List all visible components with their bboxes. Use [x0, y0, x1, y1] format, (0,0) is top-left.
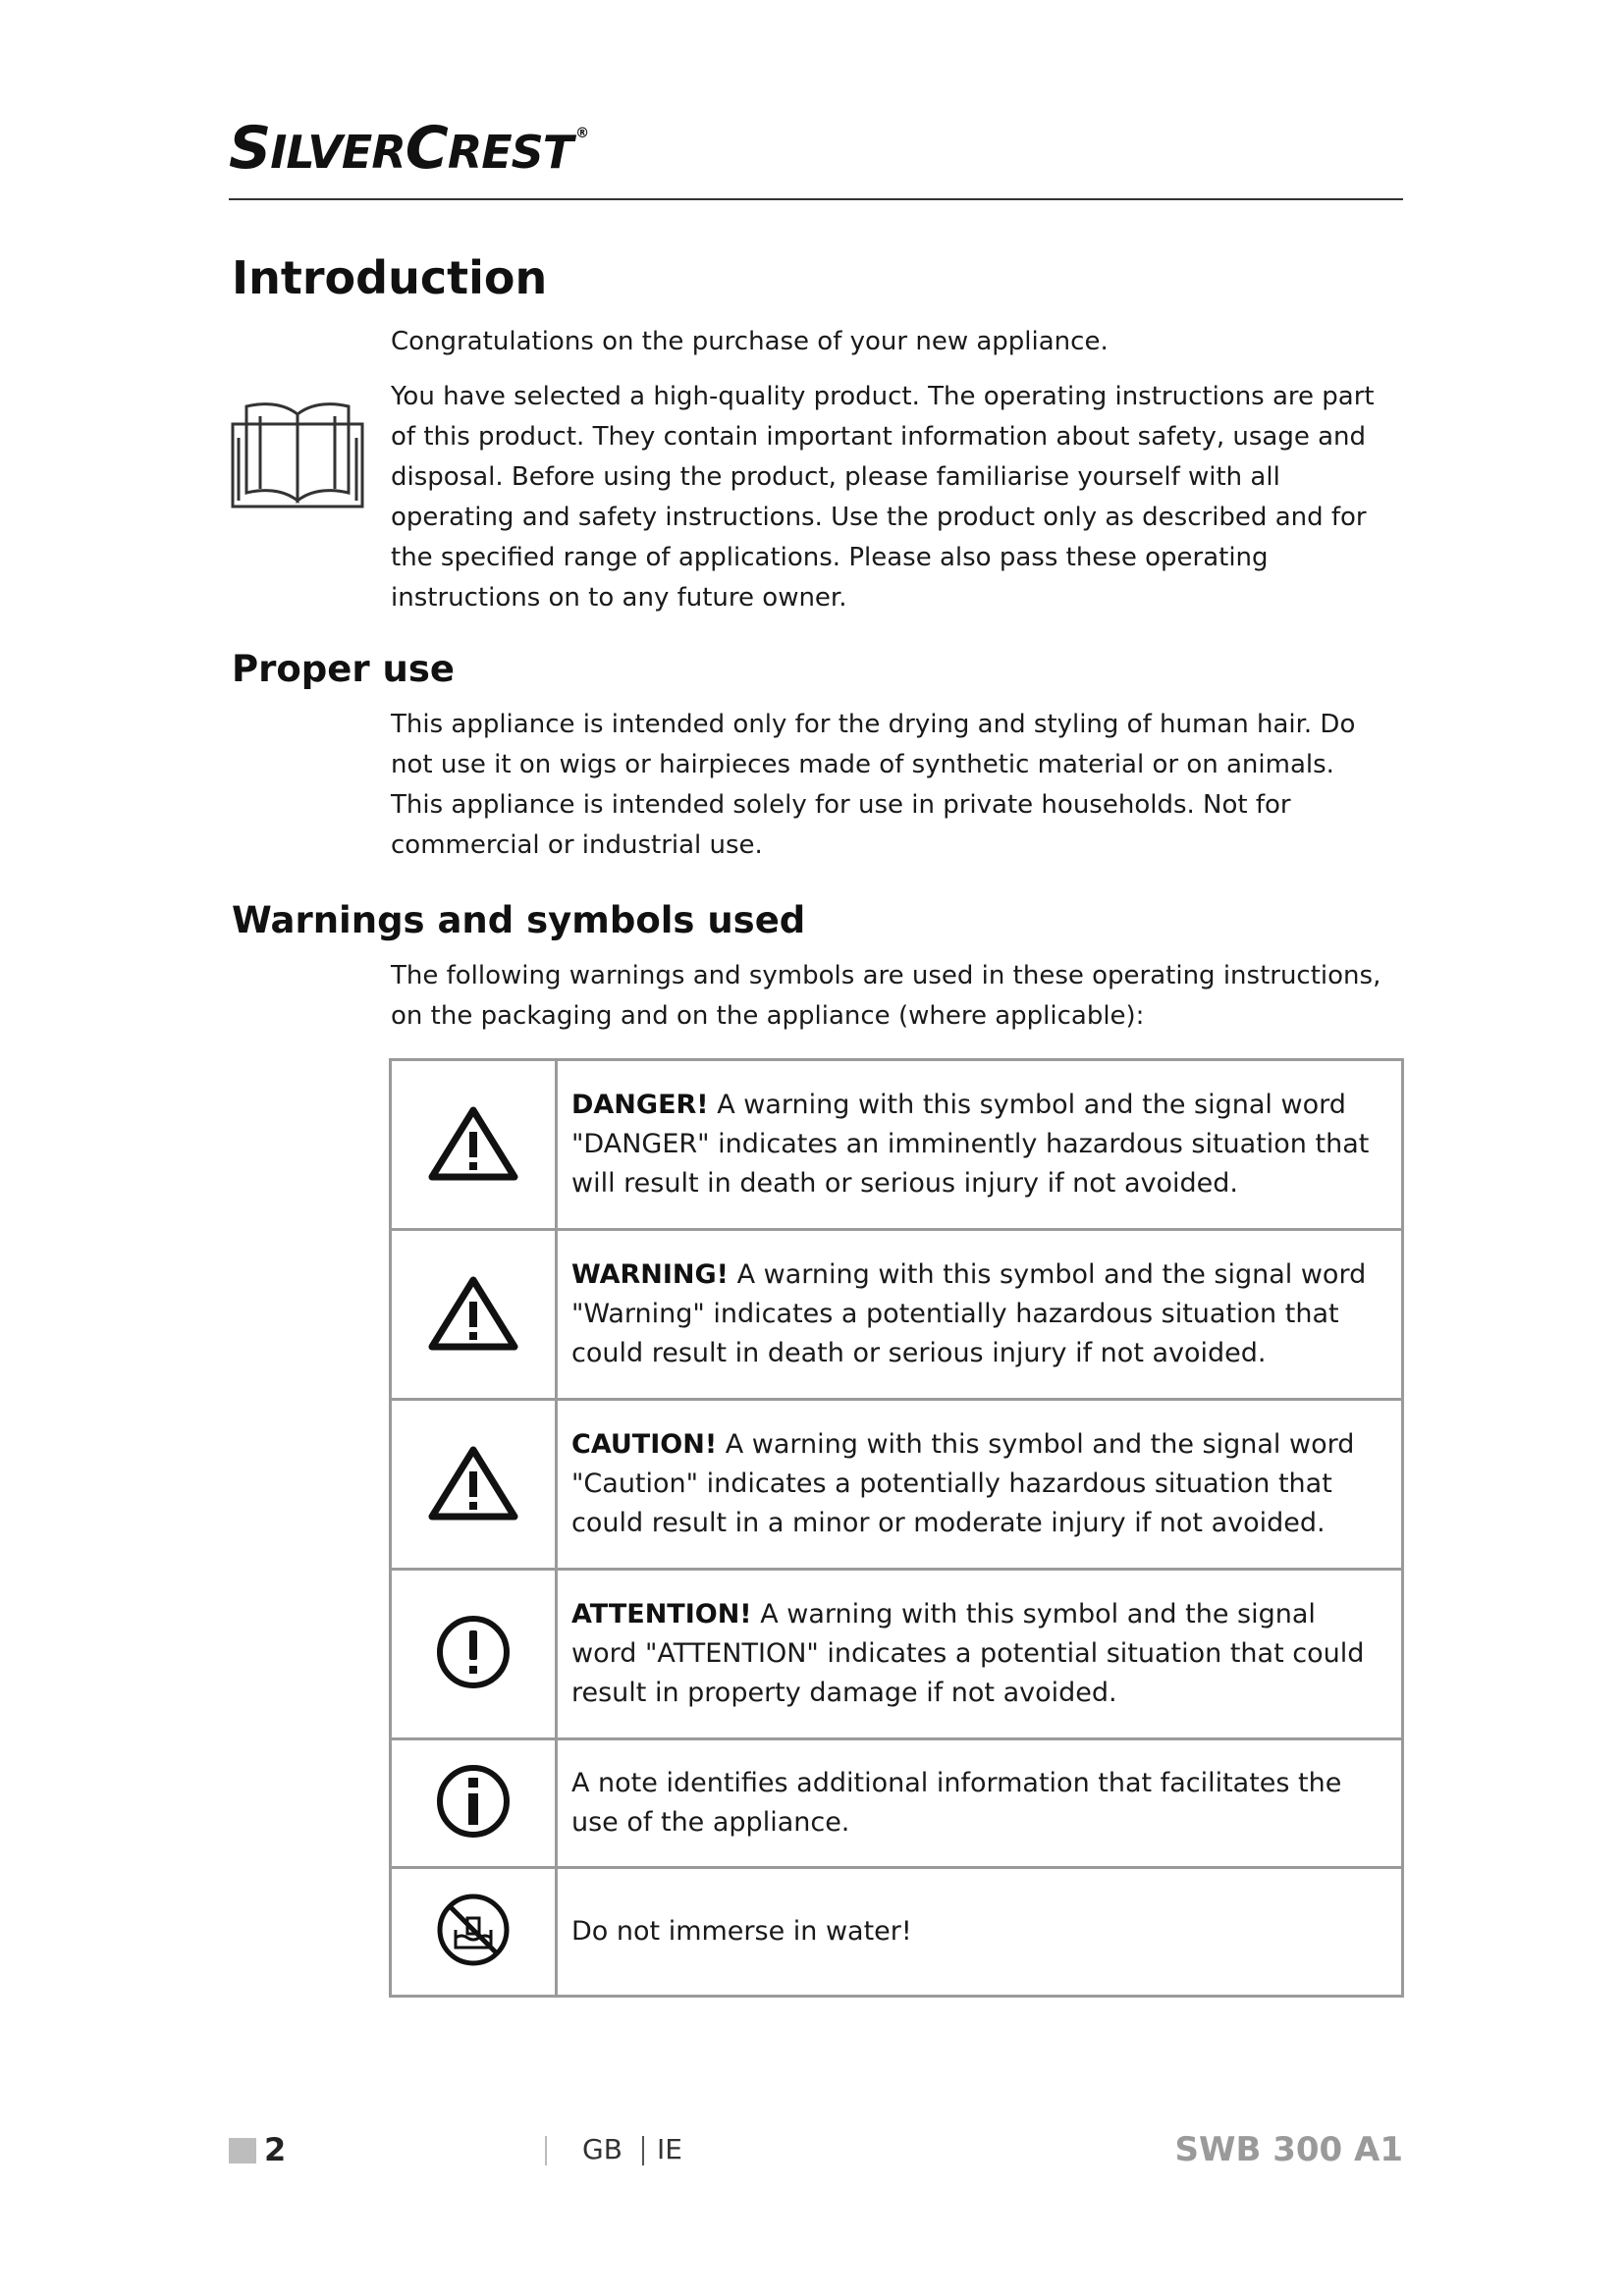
page-footer: [229, 2126, 1403, 2173]
no-immersion-icon: [434, 1891, 513, 1969]
table-row: [391, 1570, 1403, 1739]
table-row: [391, 1230, 1403, 1400]
warning-symbols-table: [389, 1058, 1404, 1998]
introduction-paragraph-2: You have selected a high-quality product. The operating instructions are part of this product. They contain important information about safety, usage and disposal. Before using the product, please familiarise yourself with all operating and safety instructions. Use the product only as described and for the specified range of applications. Please also pass these operating instructions on to any future owner.: [391, 382, 1375, 613]
footer-separator: [545, 2136, 547, 2165]
signal-word: ATTENTION!: [571, 1599, 752, 1629]
info-icon: [434, 1762, 513, 1841]
caution-triangle-icon: [428, 1444, 518, 1521]
footer-separator: [642, 2136, 644, 2165]
page-marker-square: [229, 2138, 256, 2163]
warning-description: A warning with this symbol and the signal word "Warning" indicates a potentially hazardous situation that could result in death or serious injury if not avoided.: [571, 1259, 1367, 1368]
language-code: GB: [582, 2133, 623, 2165]
signal-word: WARNING!: [571, 1259, 729, 1290]
warning-description: A warning with this symbol and the signal word "ATTENTION" indicates a potential situation that could result in property damage if not avoided.: [571, 1599, 1365, 1708]
warnings-intro: The following warnings and symbols are used in these operating instructions, on the packaging and on the appliance (where applicable):: [391, 961, 1381, 1031]
danger-triangle-icon: [428, 1104, 518, 1181]
header-divider: [229, 198, 1403, 200]
signal-word: DANGER!: [571, 1090, 709, 1120]
proper-use-paragraph: This appliance is intended only for the drying and styling of human hair. Do not use it on wigs or hairpieces made of synthetic material or on animals. This appliance is intended solely for use in private households. Not for commercial or industrial use.: [391, 710, 1356, 860]
model-number: SWB 300 A1: [1174, 2130, 1403, 2169]
table-row: [391, 1400, 1403, 1570]
table-row: [391, 1060, 1403, 1230]
brand-logo: SILVERCREST ®: [229, 114, 589, 183]
proper-use-heading: Proper use: [232, 648, 455, 690]
warning-description: A warning with this symbol and the signal word "DANGER" indicates an imminently hazardous situation that will result in death or serious injury if not avoided.: [571, 1090, 1370, 1199]
introduction-paragraph-1: Congratulations on the purchase of your new appliance.: [391, 327, 1109, 356]
warning-description: A warning with this symbol and the signal word "Caution" indicates a potentially hazardous situation that could result in a minor or moderate injury if not avoided.: [571, 1429, 1355, 1538]
introduction-heading: Introduction: [232, 251, 548, 304]
warnings-heading: Warnings and symbols used: [232, 899, 806, 941]
warning-triangle-icon: [428, 1274, 518, 1351]
table-row: [391, 1739, 1403, 1868]
note-description: A note identifies additional information that facilitates the use of the appliance.: [571, 1768, 1342, 1838]
open-book-icon: [229, 395, 366, 510]
page-number: 2: [264, 2131, 287, 2168]
language-code: IE: [657, 2133, 682, 2165]
signal-word: CAUTION!: [571, 1429, 718, 1460]
attention-exclamation-icon: [434, 1613, 513, 1691]
table-row: [391, 1868, 1403, 1997]
note-description: Do not immerse in water!: [571, 1916, 912, 1947]
